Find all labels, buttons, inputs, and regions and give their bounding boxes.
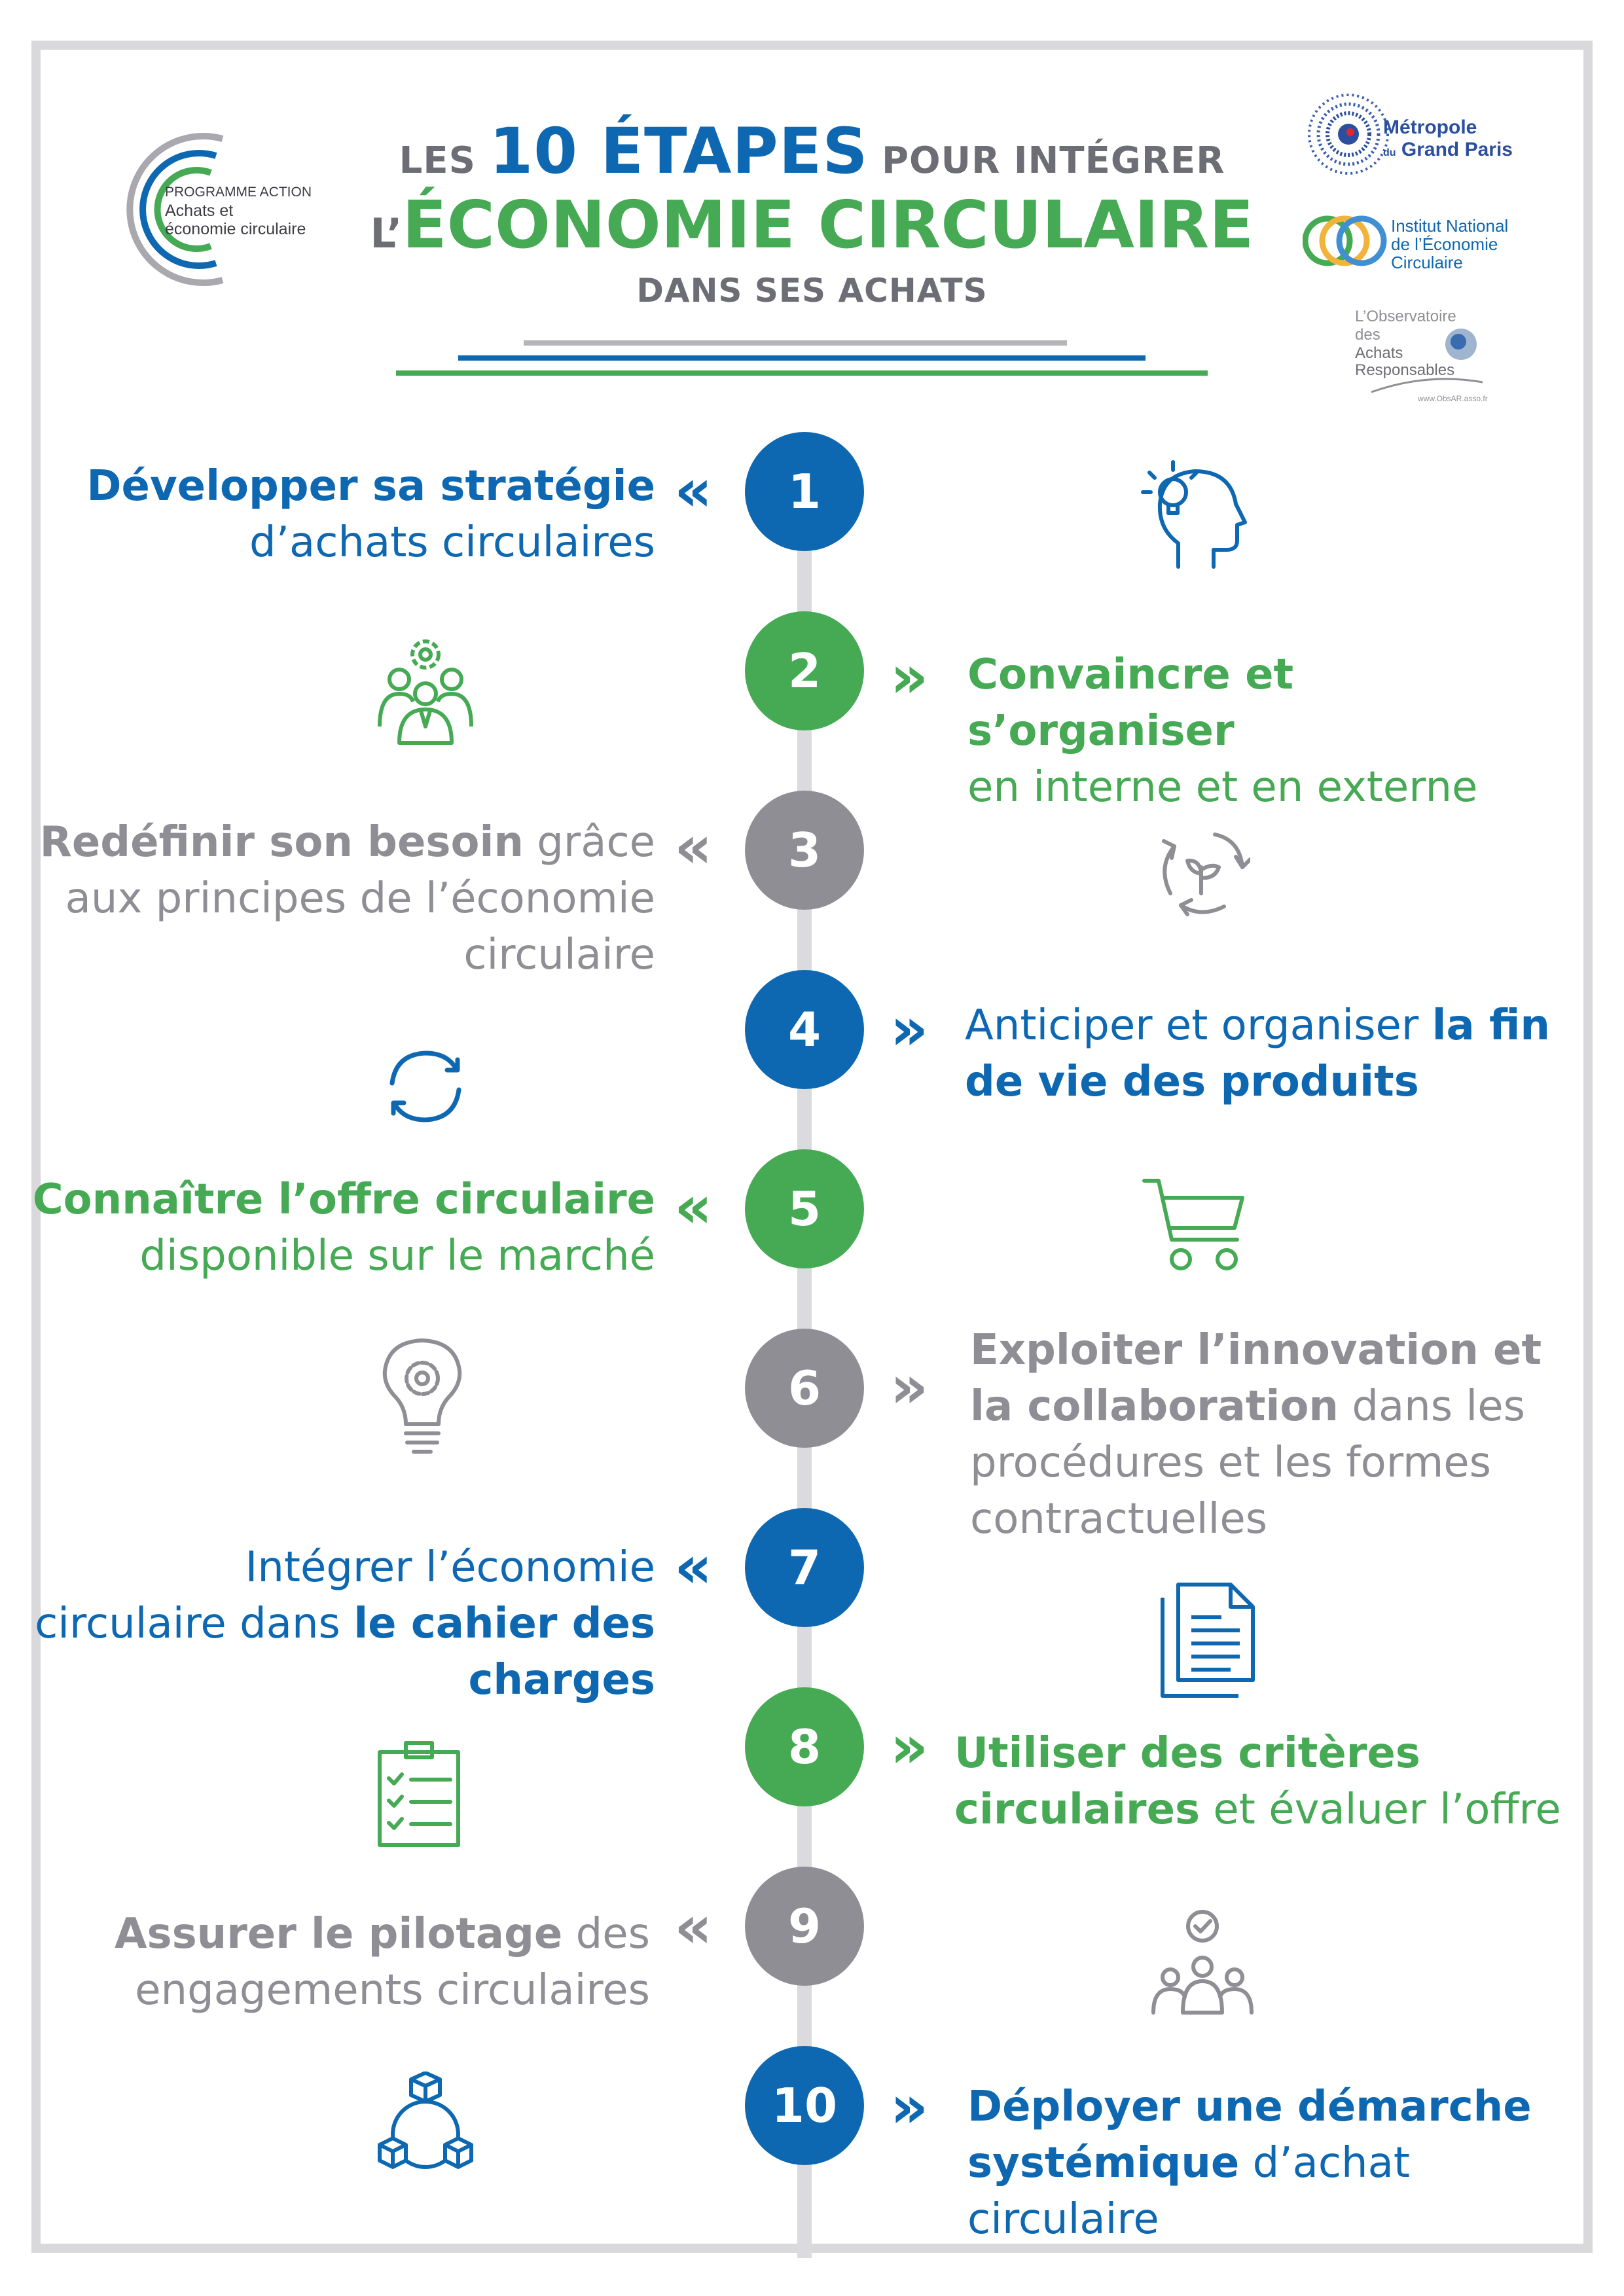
step-6-line-1: Exploiter l’innovation et [970, 1326, 1542, 1374]
step-5-circle: 5 [745, 1149, 864, 1268]
metropole-line2: Grand Paris [1401, 139, 1513, 160]
step-10-text [967, 2079, 1583, 2248]
clipboard-checklist-icon [373, 1738, 465, 1849]
step-3-line-2: aux principes de l’économie [65, 874, 655, 923]
title-les: LES [399, 139, 476, 182]
step-8-circle: 8 [745, 1687, 864, 1806]
network-cubes-icon [373, 2072, 478, 2176]
obsar-url: www.ObsAR.asso.fr [1418, 394, 1488, 403]
inec-line1: Institut National [1391, 216, 1509, 236]
title-apostrophe: L’ [370, 209, 403, 257]
head-lightbulb-icon [1132, 452, 1257, 576]
step-3-bold: Redéfinir son besoin [39, 818, 524, 867]
step-2-line-1: Convaincre et s’organiser [967, 651, 1294, 755]
step-10-bold-2: systémique [967, 2139, 1240, 2187]
step-2-text [967, 647, 1557, 816]
programme-line1: PROGRAMME ACTION [165, 185, 312, 200]
obsar-line1: L’Observatoire [1355, 308, 1456, 325]
document-icon [1159, 1581, 1257, 1698]
step-5-line-1: Connaître l’offre circulaire [32, 1175, 655, 1224]
inec-line2: de l’Économie [1391, 234, 1498, 254]
title-pour-integrer: POUR INTÉGRER [881, 139, 1225, 182]
step-4-line-2: de vie des produits [965, 1058, 1419, 1106]
chevron-right-icon: » [890, 2073, 914, 2142]
step-6-text [970, 1322, 1559, 1547]
inec-logo [1303, 208, 1564, 280]
step-7-part-2: circulaire dans [35, 1600, 354, 1648]
step-10-line-3: circulaire [967, 2195, 1159, 2244]
programme-line2: Achats et [165, 202, 234, 220]
title-rule-green [396, 370, 1208, 376]
team-check-icon [1147, 1908, 1258, 2019]
step-7-circle: 7 [745, 1508, 864, 1627]
step-6-bold-2: la collaboration [970, 1382, 1339, 1431]
step-9-text [0, 1906, 650, 2018]
step-4-circle: 4 [745, 970, 864, 1089]
metropole-du: du [1383, 147, 1396, 158]
step-7-line-3: charges [468, 1656, 655, 1704]
lightbulb-gear-icon [380, 1335, 465, 1460]
chevron-right-icon: » [890, 995, 914, 1064]
step-6-line-4: contractuelles [970, 1495, 1268, 1543]
step-8-bold-2: circulaires [954, 1785, 1200, 1834]
step-3-line-3: circulaire [463, 931, 655, 979]
step-10-circle: 10 [745, 2046, 864, 2165]
step-1-line-1: Développer sa stratégie [86, 462, 655, 511]
step-3-text [1, 814, 655, 983]
step-7-line-1: Intégrer l’économie [245, 1543, 655, 1592]
step-9-part-2: des [562, 1910, 650, 1958]
inec-logo-mark [1303, 208, 1388, 274]
metropole-logo [1306, 92, 1542, 190]
step-5-text [1, 1172, 655, 1284]
step-3-circle: 3 [745, 791, 864, 910]
chevron-left-icon: « [674, 1173, 698, 1242]
swoosh-icon [1368, 376, 1486, 395]
chevron-right-icon: » [890, 643, 914, 711]
step-5-line-2: disponible sur le marché [139, 1232, 655, 1280]
chevron-left-icon: « [674, 813, 698, 882]
refresh-arrows-icon [376, 1037, 475, 1136]
programme-line3: économie circulaire [165, 220, 306, 238]
title-rule-blue [458, 355, 1146, 361]
team-gear-icon [370, 628, 481, 746]
obsar-line3: Achats [1355, 344, 1403, 362]
title-economie-circulaire: ÉCONOMIE CIRCULAIRE [402, 187, 1254, 263]
step-10-part-3: d’achat [1239, 2139, 1410, 2187]
step-4-bold-1: la fin [1432, 1001, 1550, 1050]
step-7-text [1, 1539, 655, 1708]
step-4-text [965, 997, 1580, 1110]
step-2-line-2: en interne et en externe [967, 763, 1478, 812]
step-3-part-2: grâce [523, 818, 655, 867]
step-9-line-2: engagements circulaires [135, 1966, 650, 2015]
title-10-etapes: 10 ÉTAPES [489, 115, 869, 188]
step-6-part-3: dans les [1338, 1382, 1525, 1431]
step-2-circle: 2 [745, 611, 864, 730]
step-1-text [66, 458, 655, 571]
chevron-left-icon: « [674, 1893, 698, 1962]
step-9-circle: 9 [745, 1867, 864, 1986]
step-4-part-1: Anticiper et organiser [965, 1001, 1432, 1050]
step-8-part-3: et évaluer l’offre [1200, 1785, 1561, 1834]
globe-icon [1443, 326, 1479, 363]
step-6-line-3: procédures et les formes [970, 1439, 1491, 1487]
step-6-circle: 6 [745, 1329, 864, 1448]
title-line-3: DANS SES ACHATS [636, 272, 988, 310]
metropole-logo-mark [1306, 92, 1391, 177]
obsar-line4: Responsables [1355, 361, 1455, 379]
recycle-leaf-icon [1152, 821, 1250, 920]
step-8-text [954, 1725, 1583, 1838]
step-7-bold-1: le cahier des [353, 1600, 655, 1648]
step-10-line-1: Déployer une démarche [967, 2083, 1532, 2131]
step-8-line-1: Utiliser des critères [954, 1729, 1420, 1778]
step-1-circle: 1 [745, 432, 864, 551]
step-9-bold: Assurer le pilotage [114, 1910, 563, 1958]
chevron-right-icon: » [890, 1713, 914, 1782]
step-1-line-2: d’achats circulaires [249, 518, 655, 567]
chevron-right-icon: » [890, 1353, 914, 1422]
title-rule-grey [524, 340, 1067, 346]
shopping-cart-icon [1139, 1172, 1250, 1276]
chevron-left-icon: « [674, 456, 698, 525]
obsar-line2: des [1355, 326, 1380, 344]
observatoire-logo [1355, 308, 1551, 412]
inec-line3: Circulaire [1391, 253, 1463, 272]
chevron-left-icon: « [674, 1533, 698, 1602]
metropole-line1: Métropole [1383, 117, 1477, 138]
